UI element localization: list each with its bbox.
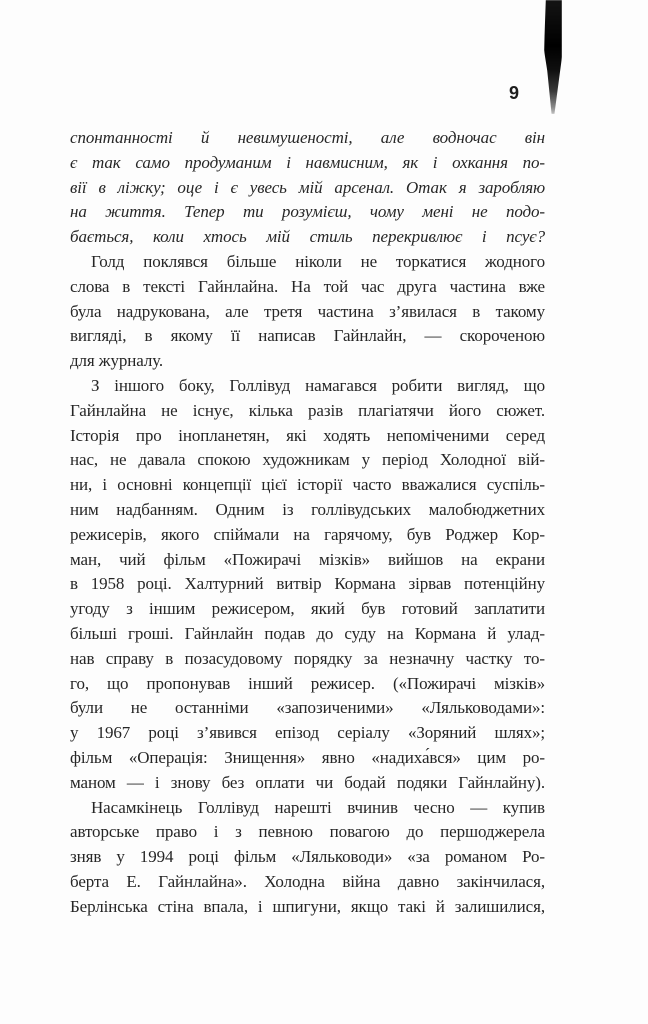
text-line: режисерів, якого спіймали на гарячому, був Роджер Кор- [70,524,545,544]
text-line: фільм «Операція: Знищення» явно «надиха́вся» цим ро- [70,747,545,767]
text-line: на життя. Тепер ти розумієш, чому мені не подо- [70,202,545,222]
page-number: 9 [508,83,519,103]
text-line: зняв у 1994 році фільм «Ляльководи» «за романом Ро- [70,847,545,867]
text-line: бається, коли хтось мій стиль перекривлює і псує? [70,227,545,247]
paragraph [70,374,545,796]
text-line: у 1967 році з’явився епізод серіалу «Зоряний шлях»; [70,723,545,743]
page-edge-ink-mark [544,0,562,114]
text-line: Історія про інопланетян, які ходять непоміченими серед [70,425,545,445]
text-line: більші гроші. Гайнлайн подав до суду на Кормана й улад- [70,623,545,643]
text-block [70,126,545,920]
text-line: ман, чий фільм «Пожирачі мізків» вийшов на екрани [70,549,545,569]
text-line: З іншого боку, Голлівуд намагався робити вигляд, що [91,375,545,395]
text-line: Гайнлайна не існує, кілька разів плагіатячи його сюжет. [70,400,545,420]
text-line: слова в тексті Гайнлайна. На той час друга частина вже [70,276,545,296]
text-line: Берлінська стіна впала, і шпигуни, якщо такі й залишилися, [70,896,545,916]
text-line: Голд поклявся більше ніколи не торкатися жодного [91,251,545,271]
text-line: в 1958 році. Халтурний витвір Кормана зірвав потенційну [70,574,545,594]
text-line: маном — і знову без оплати чи бодай подяки Гайнлайну). [70,772,545,792]
text-line: нас, не давала спокою художникам у період Холодної вій- [70,450,545,470]
text-line: авторське право і з певною повагою до першоджерела [70,822,545,842]
text-line: угоду з іншим режисером, який був готовий заплатити [70,599,545,619]
paragraph [70,250,545,374]
paragraph [70,796,545,920]
text-line: були не останніми «запозиченими» «Ляльководами»: [70,698,545,718]
text-line: ни, і основні концепції цієї історії часто вважалися суспіль- [70,475,545,495]
text-line: є так само продуманим і навмисним, як і охкання по- [70,152,545,172]
text-line: вигляді, в якому її написав Гайнлайн, — скороченою [70,326,545,346]
text-line: спонтанності й невимушеності, але водночас він [70,128,545,147]
paragraph [70,126,545,250]
text-line: нав справу в позасудовому порядку за незначну частку то- [70,648,545,668]
text-line: Насамкінець Голлівуд нарешті вчинив чесно — купив [91,797,545,817]
text-line: ним надбанням. Одним із голлівудських малобюджетних [70,499,545,519]
text-line: берта Е. Гайнлайна». Холодна війна давно закінчилася, [70,871,545,891]
text-line: го, що пропонував інший режисер. («Пожирачі мізків» [70,673,545,693]
text-line: для журналу. [70,351,164,371]
text-line: була надрукована, але третя частина з’явилася в такому [70,301,545,321]
text-line: вії в ліжку; оце і є увесь мій арсенал. Отак я заробляю [70,177,545,197]
